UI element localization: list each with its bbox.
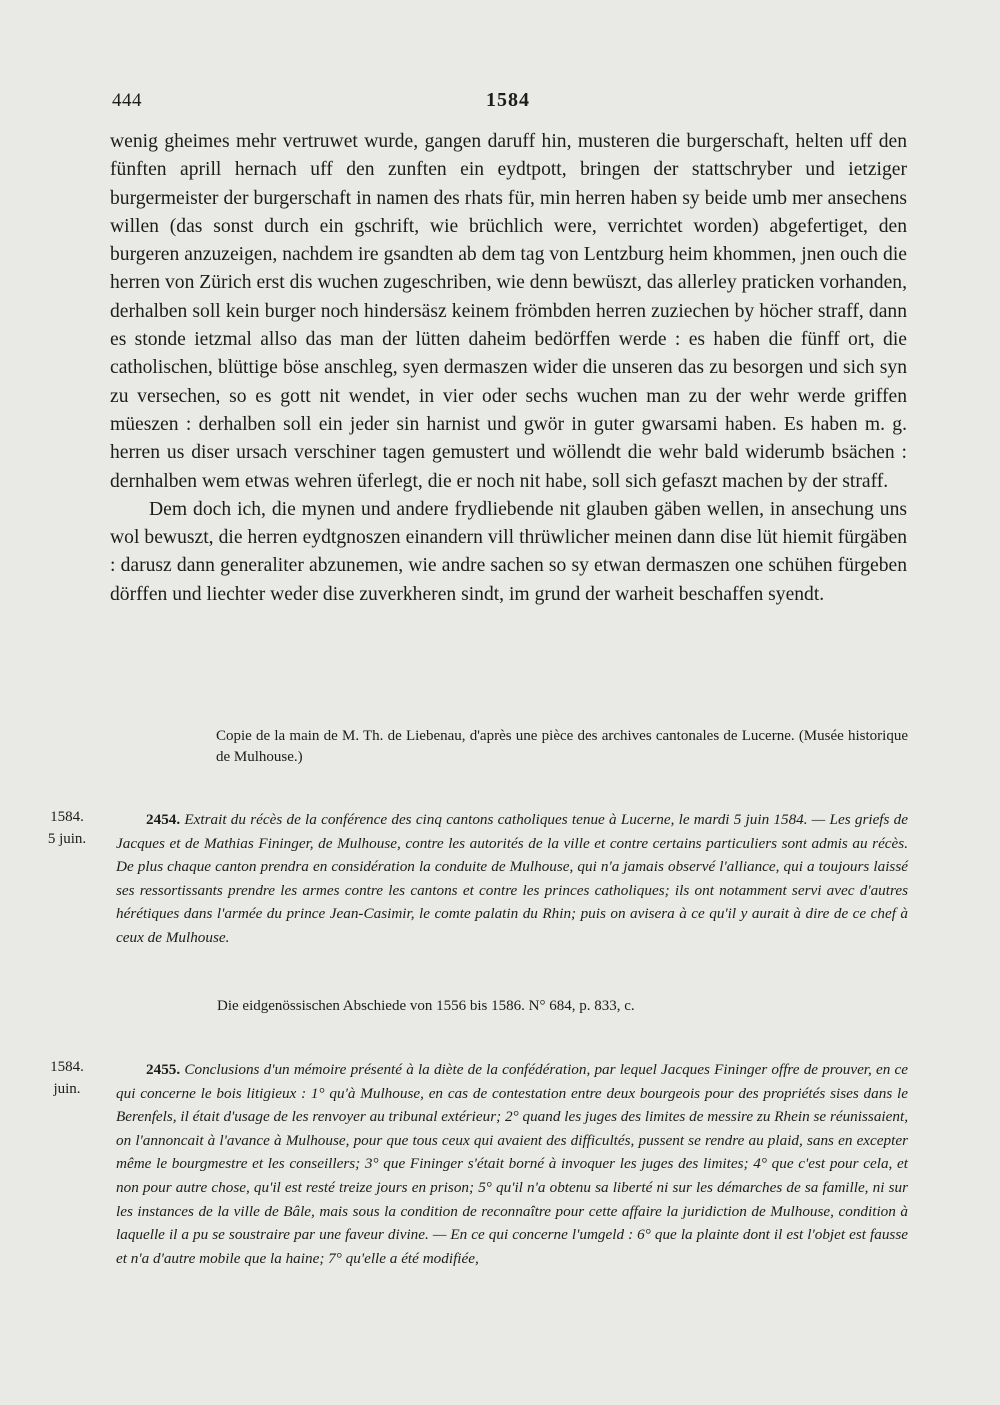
running-head bbox=[108, 90, 908, 116]
source-note: Copie de la main de M. Th. de Liebenau, d'après une pièce des archives cantonales de Lucerne. (Musée historique de Mulhouse.) bbox=[216, 728, 908, 765]
entry-number: 2455. bbox=[146, 1061, 181, 1078]
regest-entry bbox=[116, 1058, 908, 1270]
entry-source: Die eidgenössischen Abschiede von 1556 bis 1586. N° 684, p. 833, c. bbox=[217, 998, 635, 1014]
margin-year: 1584. bbox=[50, 1059, 84, 1075]
entry-text: Conclusions d'un mémoire présenté à la diète de la confédération, par lequel Jacques Fininger offre de prouver, en ce qui concerne le bois litigieux : 1° qu'à Mulhouse, en cas de contestation entre deux bourgeois pour des propriétés sises dans le Berenfels, il était d'usage de les renvoyer au tribunal extérieur; 2° quand les juges des limites de messire zu Rhein se réunissaient, on l'annoncait à l'avance à Mulhouse, pour que tous ceux qui avaient des difficultés, pussent se rendre au plaid, sans en excepter même le bourgmestre et les conseillers; 3° que Fininger s'était borné à invoquer les juges des limites; 4° que c'est pour cela, et non pour autre chose, qu'il est resté treize jours en prison; 5° qu'il n'a obtenu sa liberté ni sur les démarches de sa famille, ni sur les instances de la ville de Bâle, mais sous la condition de reconnaître pour cette affaire la juridiction de Mulhouse, condition à laquelle il a pu se soustraire par une faveur divine. — En ce qui concerne l'umgeld : 6° que la plainte dont il est l'objet est fausse et n'a d'autre mobile que la haine; 7° qu'elle a été modifiée, bbox=[116, 1061, 908, 1267]
regest-entry bbox=[116, 808, 908, 950]
main-text bbox=[110, 128, 907, 609]
page-number: 444 bbox=[112, 90, 142, 111]
entry-number: 2454. bbox=[146, 811, 181, 828]
margin-year: 1584. bbox=[50, 809, 84, 825]
entry-text: Extrait du récès de la conférence des cinq cantons catholiques tenue à Lucerne, le mardi 5 juin 1584. — Les griefs de Jacques et de Mathias Fininger, de Mulhouse, contre les autorités de la ville et contre certains particuliers sont admis au récès. De plus chaque canton prendra en considération la conduite de Mulhouse, qui n'a jamais observé l'alliance, qui a toujours laissé ses ressortissants prendre les armes contre les cantons et contre les princes catholiques; ils ont notamment servi avec d'autres hérétiques dans l'armée du prince Jean-Casimir, le comte palatin du Rhin; puis on avisera à ce qu'il y aurait à dire de ce chef à ceux de Mulhouse. bbox=[116, 811, 908, 946]
margin-date bbox=[36, 1056, 98, 1100]
paragraph: Dem doch ich, die mynen und andere frydliebende nit glauben gäben wellen, in ansechung uns wol bewuszt, die herren eydtgnoszen einandern vill thrüwlicher meinen dann dise lüt hiemit fürgäben : darusz dann generaliter abzunemen, wie andre sachen so sy etwan dermaszen one schühen fürgeben dörffen und liechter weder dise zuverkheren sindt, im grund der warheit beschaffen syendt. bbox=[110, 498, 907, 605]
running-head-year: 1584 bbox=[486, 89, 530, 111]
margin-day: 5 juin. bbox=[47, 831, 87, 847]
margin-date bbox=[36, 806, 98, 850]
paragraph: wenig gheimes mehr vertruwet wurde, gangen daruff hin, musteren die burgerschaft, helten uff den fünften aprill hernach uff den zunften ein eydtpott, bringen der stattschryber und ietziger burgermeister der burgerschaft in namen des rhats für, min herren haben sy beide umb mer ansechens willen (das sonst durch ein gschrift, wie brüchlich were, verrichtet worden) abgefertiget, den burgeren anzuzeigen, nachdem ire gsandten ab dem tag von Lentzburg heim khommen, jnen ouch die herren von Zürich erst dis wuchen zugeschriben, wie denn bewüszt, das allerley praticken vorhanden, derhalben soll kein burger noch hindersäsz keinem frömbden herren zuziechen by höcher straff, dann es stonde ietzmal allso das man der lütten daheim bedörffen werde : es haben die fünff ort, die catholischen, blüttige böse anschleg, syen dermaszen wider die unseren das zu besorgen und sich syn zu versechen, so es gott nit wendet, in vier oder sechs wuchen man zu der wehr werde griffen müeszen : derhalben soll ein jeder sin harnist und gwör in guter gwarsami haben. Es haben m. g. herren us diser ursach verschiner tagen gemustert und wöllendt die wehr bald widerumb bsächen : dernhalben wem etwas wehren üferlegt, die er noch nit habe, soll sich gefaszt machen by der straff. bbox=[110, 131, 907, 492]
margin-day: juin. bbox=[53, 1081, 81, 1097]
